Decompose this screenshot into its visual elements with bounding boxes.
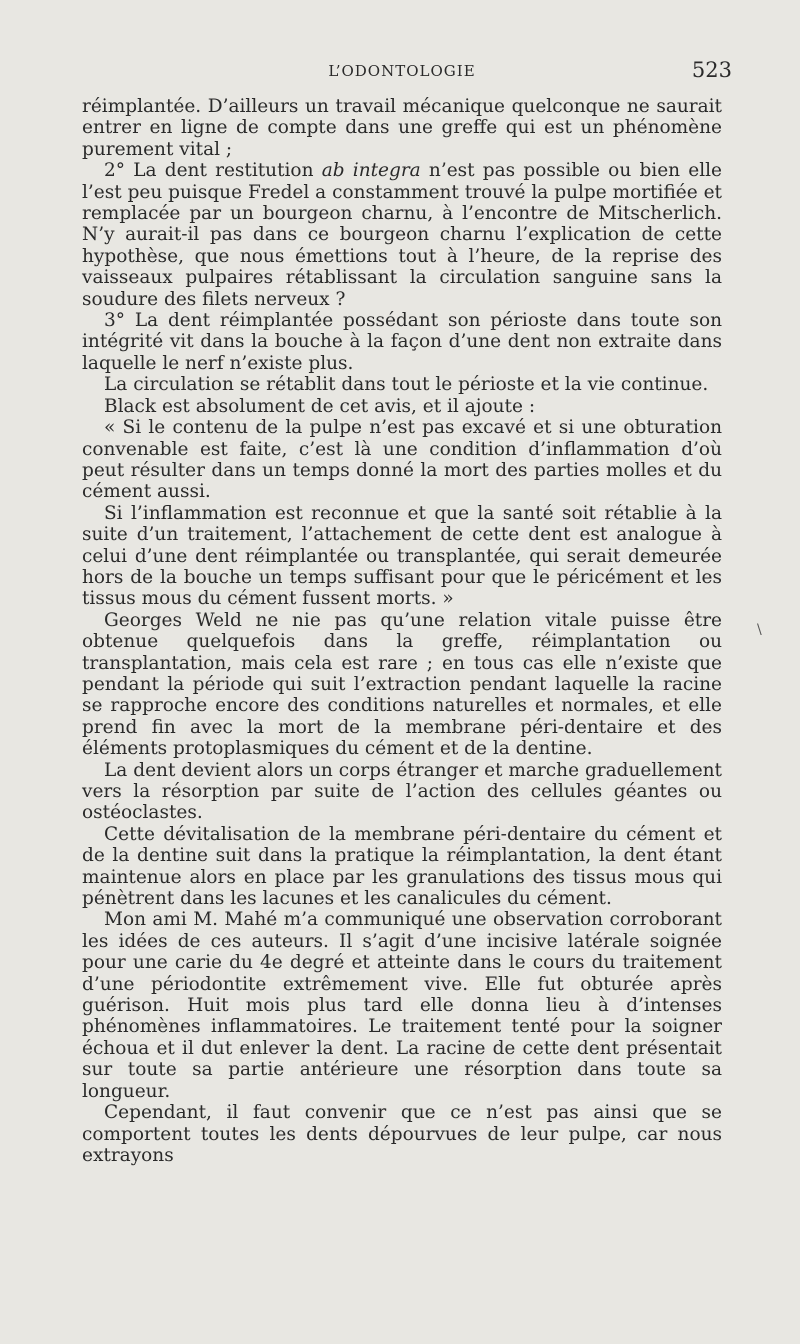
paragraph-10: Cette dévitalisation de la membrane péri-dentaire du cément et de la dentine suit dans la pratique la réimplantation, la dent étant maintenue alors en place par les granulations des tissus mous qui pénètrent dans les lacunes et les canalicules du cément. <box>82 823 722 910</box>
body-text <box>82 96 722 1166</box>
paragraph-7: Si l’inflammation est reconnue et que la santé soit rétablie à la suite d’un traitement, l’attachement de cette dent est analogue à celui d’une dent réimplantée ou transplantée, qui serait demeurée hors de la bouche un temps suffisant pour que le péricément et les tissus mous du cément fussent morts. » <box>82 502 722 610</box>
paragraph-2 <box>82 160 722 310</box>
paragraph-4: La circulation se rétablit dans tout le périoste et la vie continue. <box>104 374 709 396</box>
paragraph-8: Georges Weld ne nie pas qu’une relation vitale puisse être obtenue quelquefois dans la greffe, réimplantation ou transplantation, mais cela est rare ; en tous cas elle n’existe que pendant la période qui suit l’extraction pendant laquelle la racine se rapproche encore des conditions naturelles et normales, et elle prend fin avec la mort de la membrane péri-dentaire et des éléments protoplasmiques du cément et de la dentine. <box>82 609 722 760</box>
latin-phrase: ab integra <box>321 160 421 182</box>
paragraph-11: Mon ami M. Mahé m’a communiqué une observation corroborant les idées de ces auteurs. Il s’agit d’une incisive latérale soignée pour une carie du 4e degré et atteinte dans le cours du traitement d’une périodontite extrêmement vive. Elle fut obturée après guérison. Huit mois plus tard elle donna lieu à d’intenses phénomènes inflammatoires. Le traitement tenté pour la soigner échoua et il dut enlever la dent. La racine de cette dent présentait sur toute sa partie antérieure une résorption dans toute sa longueur. <box>82 909 722 1102</box>
page-number: 523 <box>691 58 732 82</box>
paragraph-5: Black est absolument de cet avis, et il ajoute : <box>104 395 536 417</box>
paragraph-9: La dent devient alors un corps étranger et marche graduellement vers la résorption par suite de l’action des cellules géantes ou ostéoclastes. <box>82 759 722 824</box>
margin-mark: \ <box>757 622 762 638</box>
paragraph-12: Cependant, il faut convenir que ce n’est pas ainsi que se comportent toutes les dents dépourvues de leur pulpe, car nous extrayons <box>82 1102 722 1166</box>
paragraph-3: 3° La dent réimplantée possédant son périoste dans toute son intégrité vit dans la bouche à la façon d’une dent non extraite dans laquelle le nerf n’existe plus. <box>82 310 722 374</box>
running-title: L’ODONTOLOGIE <box>328 62 476 80</box>
paragraph-1: réimplantée. D’ailleurs un travail mécanique quelconque ne saurait entrer en ligne de compte dans une greffe qui est un phénomène purement vital ; <box>82 96 722 160</box>
paragraph-6: « Si le contenu de la pulpe n’est pas excavé et si une obturation convenable est faite, c’est là une condition d’inflammation d’où peut résulter dans un temps donné la mort des parties molles et du cément aussi. <box>82 417 722 503</box>
paragraph-2-rest: n’est pas possible ou bien elle l’est peu puisque Fredel a constamment trouvé la pulpe mortifiée et remplacée par un bourgeon charnu, à l’encontre de Mitscherlich. N’y aurait-il pas dans ce bourgeon charnu l’explication de cette hypothèse, que nous émettions tout à l’heure, de la reprise des vaisseaux pulpaires rétablissant la circulation sanguine sans la soudure des filets nerveux ? <box>82 160 722 310</box>
paragraph-2-start: 2° La dent restitution <box>104 160 322 182</box>
page-header <box>82 58 732 88</box>
